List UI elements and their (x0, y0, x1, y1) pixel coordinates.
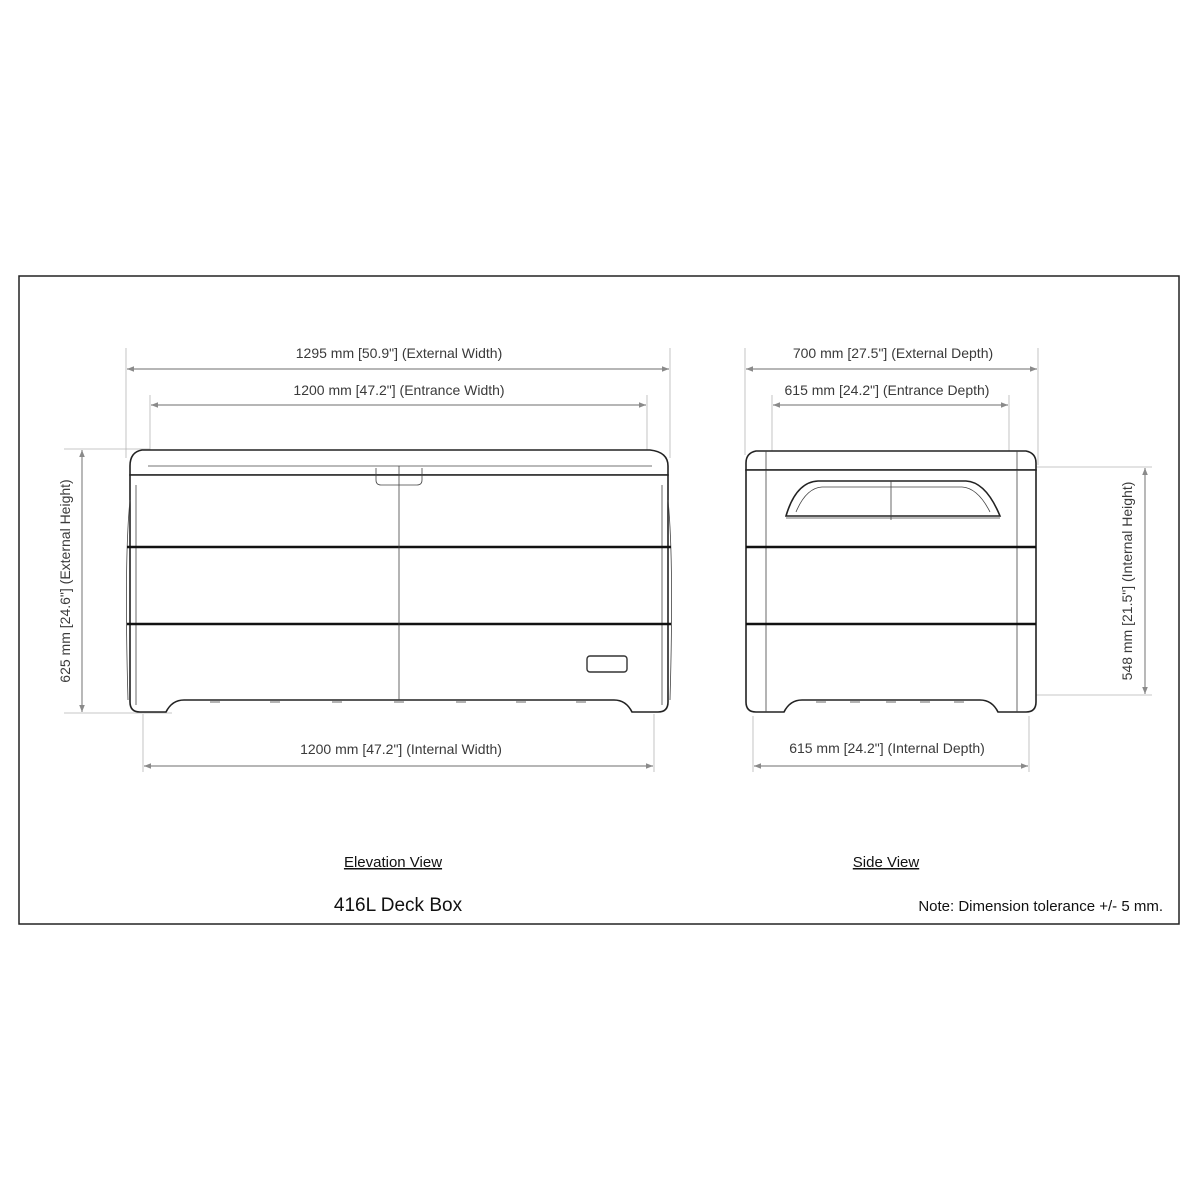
caption-elevation-view: Elevation View (343, 854, 443, 871)
drawing-title: 416L Deck Box (333, 895, 463, 916)
label-external-height: 625 mm [24.6"] (External Height) (57, 479, 73, 683)
label-internal-depth: 615 mm [24.2"] (Internal Depth) (789, 740, 985, 756)
side-lid (746, 451, 1036, 470)
side-view (745, 345, 1152, 871)
label-entrance-width: 1200 mm [47.2"] (Entrance Width) (293, 382, 505, 398)
label-internal-height: 548 mm [21.5"] (Internal Height) (1119, 481, 1135, 681)
elevation-view (57, 345, 672, 871)
label-entrance-depth: 615 mm [24.2"] (Entrance Depth) (784, 382, 990, 398)
tolerance-note: Note: Dimension tolerance +/- 5 mm. (918, 898, 1163, 915)
label-internal-width: 1200 mm [47.2"] (Internal Width) (300, 741, 502, 757)
caption-side-view: Side View (852, 854, 920, 871)
label-external-depth: 700 mm [27.5"] (External Depth) (792, 345, 994, 361)
label-external-width: 1295 mm [50.9"] (External Width) (295, 345, 503, 361)
